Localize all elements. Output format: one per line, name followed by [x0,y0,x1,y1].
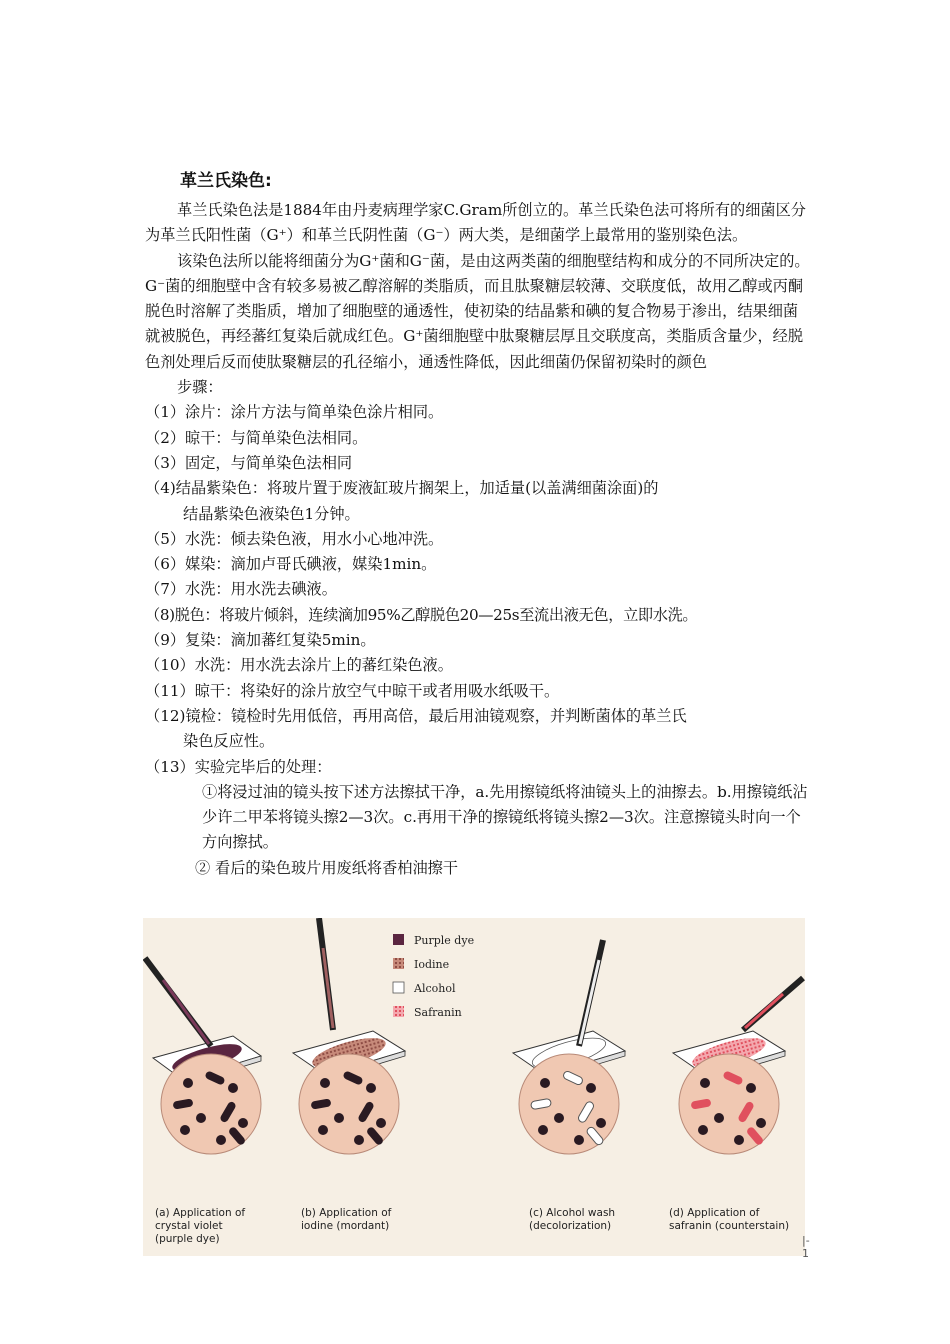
steps-heading: 步骤： [177,378,223,397]
step-item: （6）媒染：滴加卢哥氏碘液，媒染1min。 [145,555,437,574]
panel-caption: (a) Application of [155,1207,246,1219]
panel-caption: (decolorization) [529,1220,612,1232]
step-item: （8)脱色：将玻片倾斜，连续滴加95%乙醇脱色20—25s至流出液无色，立即水洗。 [145,605,698,624]
legend-label: Purple dye [414,934,475,947]
panel-crystal-violet [145,958,261,1245]
section-heading: 革兰氏染色: [180,171,272,191]
panel-caption: (c) Alcohol wash [529,1207,616,1219]
step-item: （7）水洗：用水洗去碘液。 [145,580,337,599]
step-item: （13）实验完毕后的处理： [145,757,332,776]
legend [393,934,474,1019]
intro-paragraph: 革兰氏染色法是1884年由丹麦病理学家C.Gram所创立的。革兰氏染色法可将所有的细菌区分为革兰氏阳性菌（G⁺）和革兰氏阴性菌（G⁻）两大类，是细菌学上最常用的鉴别染色法。 [145,201,806,245]
panel-caption: crystal violet [155,1220,223,1232]
corner-mark: 1 [802,1247,809,1260]
step-item: （1）涂片：涂片方法与简单染色涂片相同。 [145,403,444,422]
panel-iodine [293,918,405,1232]
step-item: （11）晾干：将染好的涂片放空气中晾干或者用吸水纸吸干。 [145,681,560,700]
step-item: （12)镜检：镜检时先用低倍，再用高倍，最后用油镜观察，并判断菌体的革兰氏 [145,706,687,725]
step-item: （9）复染：滴加蕃红复染5min。 [145,631,376,650]
legend-swatch-safranin [393,1006,404,1017]
legend-swatch-iodine [393,958,404,969]
step-item-continuation: 染色反应性。 [183,732,275,751]
panel-caption: (d) Application of [669,1207,760,1219]
legend-label: Safranin [414,1006,462,1019]
panel-caption: (b) Application of [301,1207,392,1219]
step-item: （4)结晶紫染色：将玻片置于废液缸玻片搁架上，加适量(以盖满细菌涂面)的 [145,479,659,498]
gram-stain-figure [143,918,805,1256]
panel-caption: safranin (counterstain) [669,1220,790,1232]
panel-alcohol [513,940,625,1232]
cleanup-item: ② 看后的染色玻片用废纸将香柏油擦干 [195,858,459,877]
gram-stain-illustration [143,918,805,1256]
corner-marks [802,1234,810,1260]
mechanism-paragraph: 该染色法所以能将细菌分为G⁺菌和G⁻菌，是由这两类菌的细胞壁结构和成分的不同所决定的。G⁻菌的细胞壁中含有较多易被乙醇溶解的类脂质，而且肽聚糖层较薄、交联度低，故用乙醇或丙酮脱色时溶解了类脂质，增加了细胞壁的通透性，使初染的结晶紫和碘的复合物易于渗出，结果细菌就被脱色，再经蕃红复染后就成红色。G⁺菌细胞壁中肽聚糖层厚且交联度高，类脂质含量少，经脱色剂处理后反而使肽聚糖层的孔径缩小，通透性降低，因此细菌仍保留初染时的颜色 [145,251,810,371]
panel-caption: iodine (mordant) [301,1220,390,1232]
legend-swatch-alcohol [393,982,404,993]
step-item: （10）水洗：用水洗去涂片上的蕃红染色液。 [145,656,453,675]
panel-caption: (purple dye) [155,1233,220,1245]
step-item: （5）水洗：倾去染色液，用水小心地冲洗。 [145,529,444,548]
step-item: （2）晾干：与简单染色法相同。 [145,428,368,447]
legend-label: Alcohol [414,982,456,995]
step-item: （3）固定，与简单染色法相同 [145,453,353,472]
document-body [145,198,813,881]
legend-swatch-purple [393,934,404,945]
cleanup-item: ①将浸过油的镜头按下述方法擦拭干净，a.先用擦镜纸将油镜头上的油擦去。b.用擦镜纸沾少许二甲苯将镜头擦2—3次。c.再用干净的擦镜纸将镜头擦2—3次。注意擦镜头时向一个方向擦拭。 [202,782,808,852]
step-item-continuation: 结晶紫染色液染色1分钟。 [183,504,360,523]
legend-label: Iodine [414,958,450,971]
panel-safranin [669,978,803,1232]
corner-mark: |- [802,1234,810,1247]
